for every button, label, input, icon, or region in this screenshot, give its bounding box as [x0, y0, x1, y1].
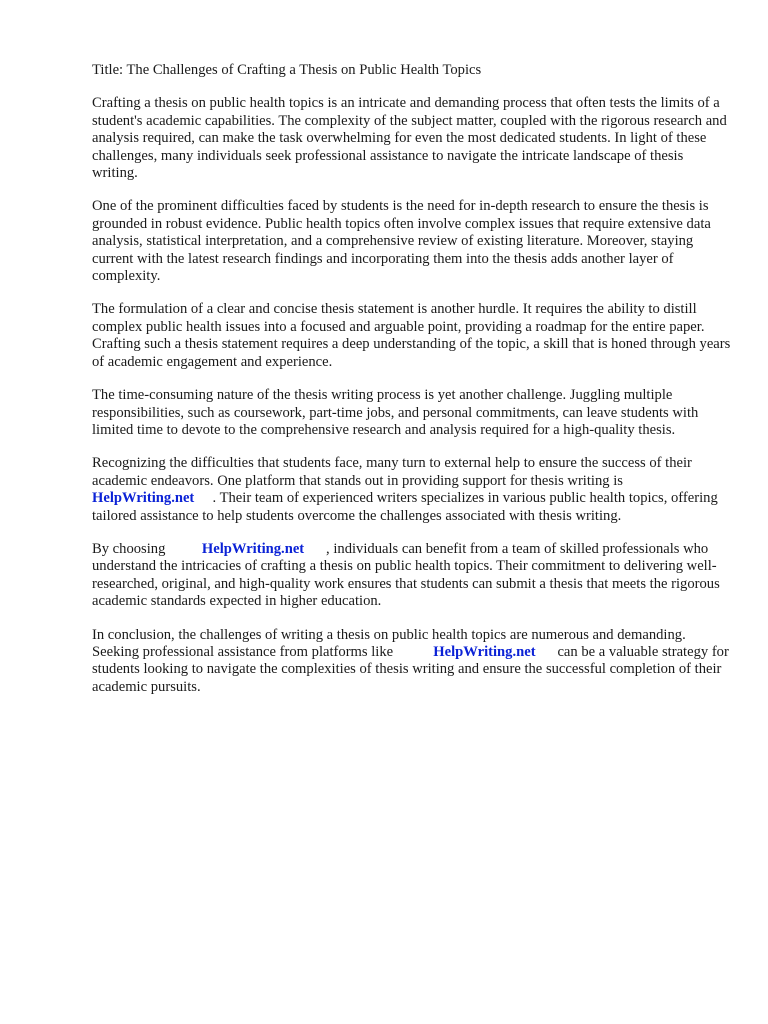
- paragraph-platform-text-before: Recognizing the difficulties that students face, many turn to external help to ensure the success of their academic endeavors. One platform that stands out in providing support for thesis writing is: [92, 455, 692, 489]
- helpwriting-link-1[interactable]: HelpWriting.net: [92, 490, 195, 507]
- helpwriting-link-2[interactable]: HelpWriting.net: [201, 540, 305, 557]
- paragraph-thesis-statement: The formulation of a clear and concise thesis statement is another hurdle. It requires the ability to distill complex public health issues into a focused and arguable point, providing a roadmap for the entire paper. Crafting such a thesis statement requires a deep understanding of the topic, a skill that is honed through years of academic engagement and experience.: [92, 301, 731, 370]
- paragraph-conclusion-text-before: In conclusion, the challenges of writing a thesis on public health topics are numerous and demanding. Seeking professional assistance from platforms like: [92, 626, 686, 660]
- helpwriting-link-3[interactable]: HelpWriting.net: [433, 643, 536, 660]
- paragraph-platform-text-after: . Their team of experienced writers specializes in various public health topics, offering tailored assistance to help students overcome the challenges associated with thesis writing.: [92, 490, 718, 524]
- paragraph-conclusion: [92, 627, 732, 697]
- paragraph-conclusion-text-after: can be a valuable strategy for students looking to navigate the complexities of thesis writing and ensure the successful completion of their academic pursuits.: [92, 643, 729, 695]
- paragraph-choosing-text-after: , individuals can benefit from a team of skilled professionals who understand the intricacies of crafting a thesis on public health topics. Their commitment to delivering well-researched, original, and high-quality work ensures that students can submit a thesis that meets the rigorous academic standards expected in higher education.: [92, 540, 720, 610]
- paragraph-choosing: [92, 541, 732, 611]
- paragraph-time: The time-consuming nature of the thesis writing process is yet another challenge. Juggling multiple responsibilities, such as coursework, part-time jobs, and personal commitments, can leave students with limited time to devote to the comprehensive research and analysis required for a high-quality thesis.: [92, 387, 699, 438]
- paragraph-research: One of the prominent difficulties faced by students is the need for in-depth research to ensure the thesis is grounded in robust evidence. Public health topics often involve complex issues that require extensive data analysis, statistical interpretation, and a comprehensive review of existing literature. Moreover, staying current with the latest research findings and incorporating them into the thesis adds another layer of complexity.: [92, 198, 711, 285]
- document-title: Title: The Challenges of Crafting a Thesis on Public Health Topics: [92, 62, 482, 78]
- paragraph-choosing-text-before: By choosing: [92, 540, 166, 557]
- paragraph-platform: [92, 455, 732, 525]
- document-page: [92, 62, 732, 712]
- paragraph-intro: Crafting a thesis on public health topics is an intricate and demanding process that often tests the limits of a student's academic capabilities. The complexity of the subject matter, coupled with the rigorous research and analysis required, can make the task overwhelming for even the most dedicated students. In light of these challenges, many individuals seek professional assistance to navigate the intricate landscape of thesis writing.: [92, 95, 727, 182]
